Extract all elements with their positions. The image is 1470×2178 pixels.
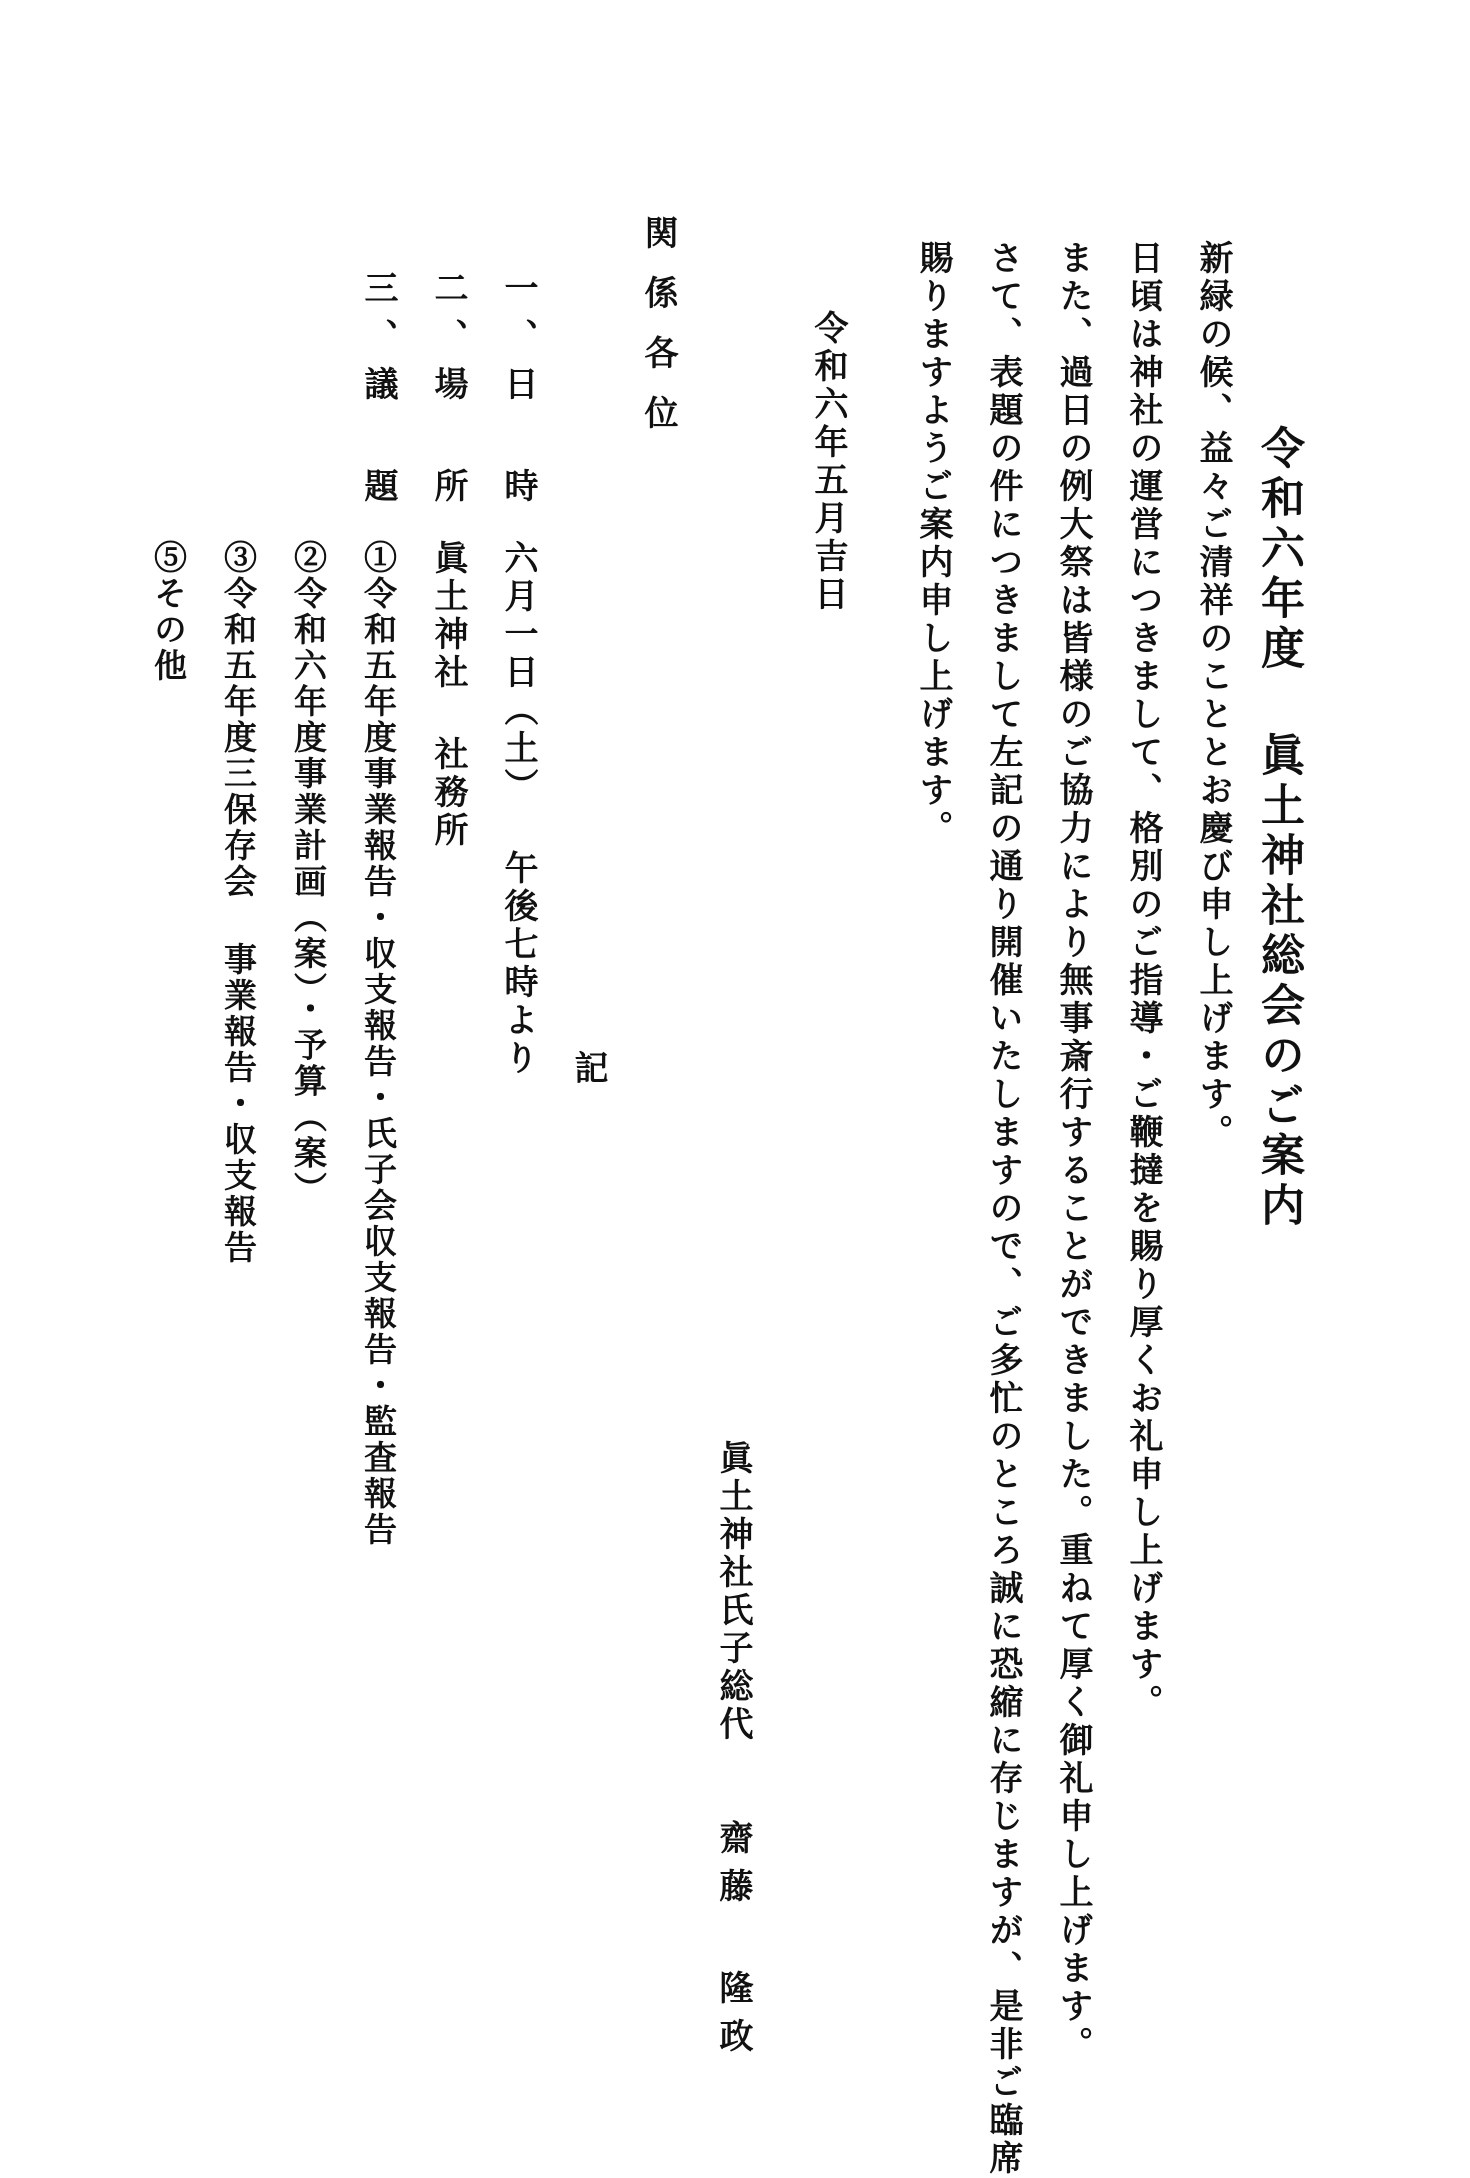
signature-organization: 眞土神社氏子総代 bbox=[713, 1440, 753, 1744]
agenda-item-5: ⑤その他 bbox=[149, 540, 188, 684]
document-title: 令和六年度 眞土神社総会のご案内 bbox=[1253, 425, 1304, 1232]
item-head-datetime: 一、日 時 bbox=[498, 270, 538, 516]
document-date: 令和六年五月吉日 bbox=[808, 310, 848, 614]
greeting-line-1: 新緑の候、益々ご清祥のこととお慶び申し上げます。 bbox=[1193, 240, 1233, 1152]
item-value-place: 眞土神社 社務所 bbox=[428, 540, 468, 850]
agenda-item-1: ①令和五年度事業報告・収支報告・氏子会収支報告・監査報告 bbox=[359, 540, 398, 1548]
addressee: 関係各位 bbox=[638, 215, 678, 455]
greeting-line-3: また、過日の例大祭は皆様のご協力により無事斎行することができました。重ねて厚く御礼申し上げます。 bbox=[1053, 240, 1093, 2064]
greeting-line-4: さて、表題の件につきまして左記の通り開催いたしますので、ご多忙のところ誠に恐縮に存じますが、是非ご臨席 bbox=[983, 240, 1023, 2178]
agenda-item-3: ③令和五年度三保存会 事業報告・収支報告 bbox=[219, 540, 258, 1266]
greeting-line-2: 日頃は神社の運営につきまして、格別のご指導・ご鞭撻を賜り厚くお礼申し上げます。 bbox=[1123, 240, 1163, 1722]
item-head-place: 二、場 所 bbox=[428, 270, 468, 516]
signature-name: 齋藤 隆政 bbox=[713, 1820, 753, 2066]
item-head-agenda: 三、議 題 bbox=[358, 270, 398, 516]
agenda-item-2: ②令和六年度事業計画（案）・予算（案） bbox=[289, 540, 328, 1208]
item-value-datetime: 六月一日（土） 午後七時より bbox=[498, 540, 538, 1078]
greeting-line-5: 賜りますようご案内申し上げます。 bbox=[913, 240, 953, 848]
ki-heading: 記 bbox=[568, 1050, 608, 1088]
